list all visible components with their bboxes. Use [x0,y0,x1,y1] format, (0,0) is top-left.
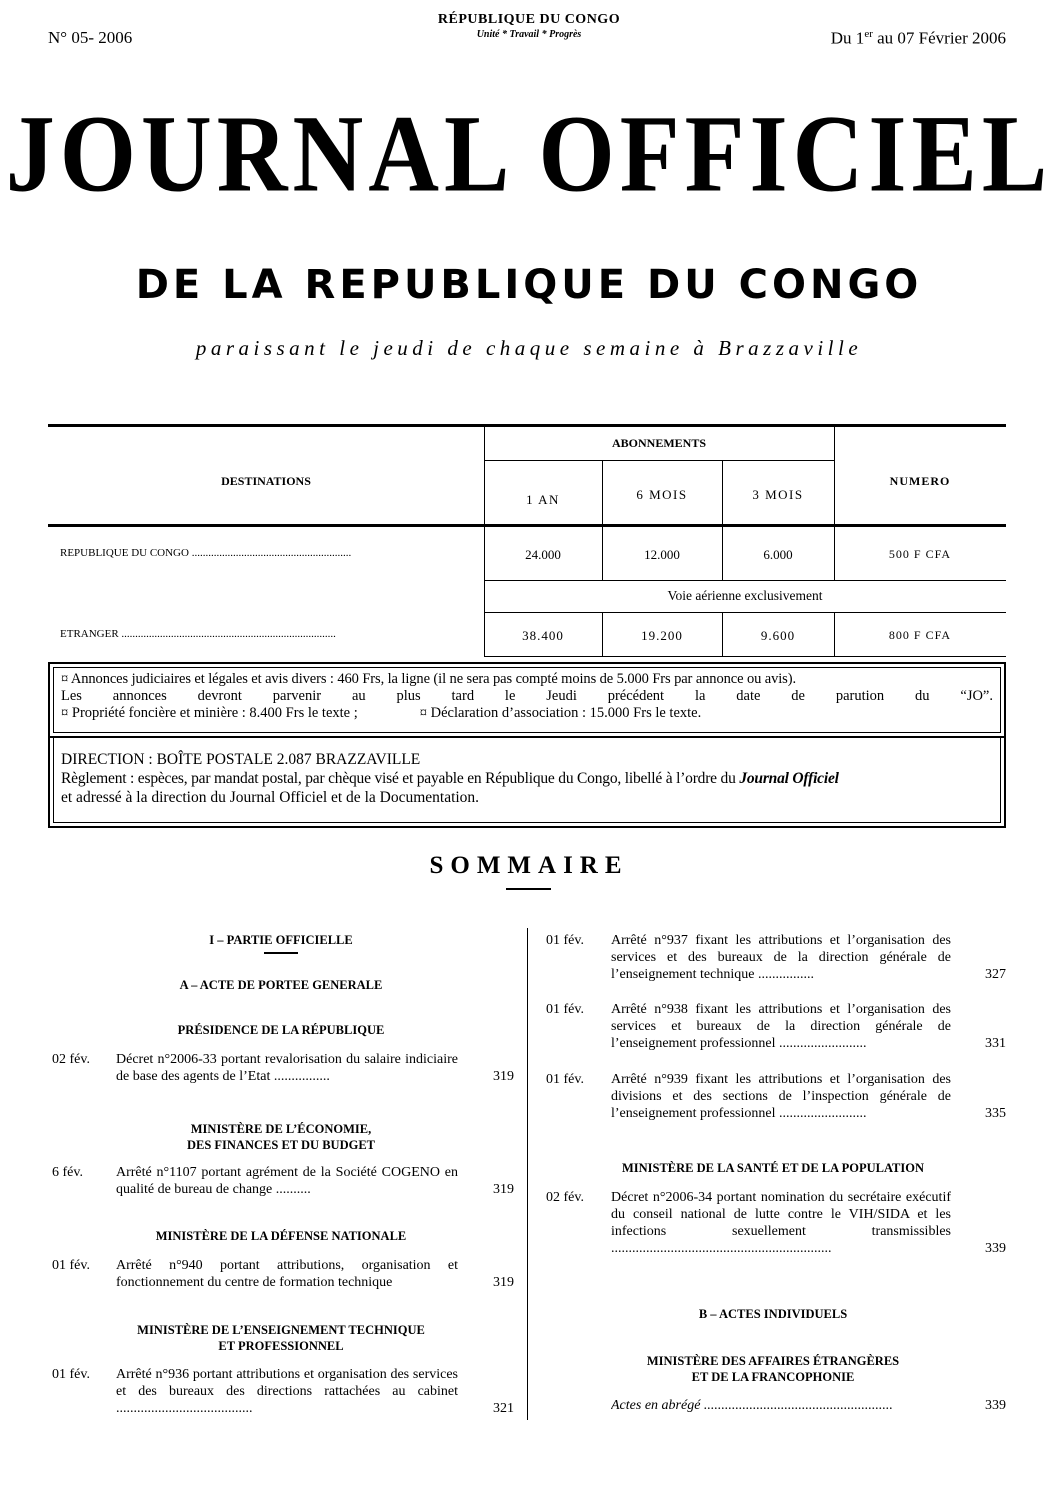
entry-text: Arrêté n°937 fixant les attributions et l’organisation des services et des bureaux de la direction générale de l’enseignement technique ................ [611,933,951,982]
entry-text: Arrêté n°1107 portant agrément de la Société COGENO en qualité de bureau de change .......... [116,1165,458,1197]
entry-text: Actes en abrégé ...................................................... [611,1398,893,1413]
direction-inner [53,737,1001,823]
table-bottom-rule [484,656,1006,657]
section-affaires-etrangeres-1: MINISTÈRE DES AFFAIRES ÉTRANGÈRES [646,1354,900,1368]
list-item [546,1397,1006,1417]
entry-date: 01 fév. [546,1072,584,1087]
direction-payment [61,769,993,788]
row-etranger-numero: 800 F CFA [888,628,952,642]
part-officielle-heading: I – PARTIE OFFICIELLE [209,933,353,947]
journal-tagline: paraissant le jeudi de chaque semaine à Brazzaville [195,336,863,360]
row-congo-3mois: 6.000 [763,547,793,562]
list-item [52,1051,514,1091]
entry-page: 335 [985,1106,1006,1121]
row-etranger-3mois: 9.600 [760,628,796,643]
notice-line-1: ¤ Annonces judiciaires et légales et avis divers : 460 Frs, la ligne (il ne sera pas compté moins de 5.000 Frs par annonce ou avis). [61,671,796,687]
entry-page: 327 [985,967,1006,982]
list-item [546,1189,1006,1261]
list-item [546,1001,1006,1057]
entry-text: Arrêté n°940 portant attributions, organisation et fonctionnement du centre de formation technique [116,1258,458,1290]
row-congo-numero: 500 F CFA [888,547,952,561]
direction-line3: et adressé à la direction du Journal Officiel et de la Documentation. [61,789,480,806]
section-sante: MINISTÈRE DE LA SANTÉ ET DE LA POPULATION [621,1161,925,1175]
entry-page: 339 [985,1241,1006,1256]
issue-date-suffix: au 07 Février 2006 [872,28,1006,48]
list-item [52,1257,514,1297]
entry-date: 02 fév. [546,1190,584,1205]
actes-individuels-heading: B – ACTES INDIVIDUELS [698,1307,848,1321]
section-defense: MINISTÈRE DE LA DÉFENSE NATIONALE [155,1229,407,1243]
entry-date: 01 fév. [52,1258,90,1273]
table-air-rule [484,612,1006,613]
entry-text: Arrêté n°936 portant attributions et organisation des services et des bureaux des directions rattachées au cabinet ....................................... [116,1367,458,1416]
period-3-mois: 3 MOIS [752,487,804,502]
row-etranger-6mois: 19.200 [641,628,683,643]
row-etranger-destination: ETRANGER .............................................................................. [60,628,336,640]
section-enseignement-1: MINISTÈRE DE L’ENSEIGNEMENT TECHNIQUE [137,1323,425,1337]
national-motto: Unité * Travail * Progrès [476,29,582,40]
journal-subtitle: DE LA REPUBLIQUE DU CONGO [135,262,923,308]
subscription-table [48,424,1006,658]
entry-date: 01 fév. [546,933,584,948]
notices-box [48,662,1006,738]
row-congo-1an: 24.000 [525,547,561,562]
payment-text: Règlement : espèces, par mandat postal, par chèque visé et payable en République du Congo, libellé à l’ordre du [61,770,740,787]
issue-date-sup: er [864,28,873,40]
sommaire-title: SOMMAIRE [429,852,629,879]
issue-date [831,28,1006,49]
notice-line-2: Les annonces devront parvenir au plus tard le Jeudi précédent la date de parution du “JO”. [61,688,993,704]
acte-portee-generale-heading: A – ACTE DE PORTEE GENERALE [179,978,383,992]
direction-box [48,734,1006,828]
numero-header: NUMERO [889,474,951,488]
section-economie-2: DES FINANCES ET DU BUDGET [186,1138,375,1152]
entry-text: Décret n°2006-33 portant revalorisation du salaire indiciaire de base des agents de l’Etat ................ [116,1052,458,1084]
entry-page: 319 [493,1069,514,1084]
air-mail-note: Voie aérienne exclusivement [667,588,823,603]
abonnements-header: ABONNEMENTS [611,436,706,450]
period-6-mois: 6 MOIS [636,487,688,502]
list-item [52,1366,514,1422]
issue-date-prefix: Du 1 [830,28,865,48]
section-economie-1: MINISTÈRE DE L’ÉCONOMIE, [190,1122,372,1136]
sommaire-rule [506,888,551,890]
entry-date: 01 fév. [52,1367,90,1382]
table-vrule-1 [484,424,485,657]
row-congo-destination: REPUBLIQUE DU CONGO .......................................................... [60,547,352,559]
journal-title: JOURNAL OFFICIEL [5,94,1053,216]
section-enseignement-2: ET PROFESSIONNEL [218,1339,344,1353]
section-presidence: PRÉSIDENCE DE LA RÉPUBLIQUE [177,1023,385,1037]
entry-text: Décret n°2006-34 portant nomination du secrétaire exécutif du conseil national de lutte contre le VIH/SIDA et les infections sexuellement transmissibles ............................................................... [611,1190,951,1256]
notice-propriete: ¤ Propriété foncière et minière : 8.400 Frs le texte ; [61,705,358,721]
entry-page: 339 [985,1398,1006,1413]
payment-journal-name: Journal Officiel [739,770,839,787]
entry-page: 331 [985,1036,1006,1051]
entry-page: 319 [493,1182,514,1197]
entry-page: 321 [493,1401,514,1416]
notice-line-3 [61,705,993,722]
entry-date: 02 fév. [52,1052,90,1067]
entry-date: 6 fév. [52,1165,83,1180]
entry-date: 01 fév. [546,1002,584,1017]
table-top-rule [48,424,1006,427]
issue-number: N° 05- 2006 [48,28,133,47]
table-abonnements-rule [484,460,834,461]
period-1-an: 1 AN [526,492,560,507]
section-affaires-etrangeres-2: ET DE LA FRANCOPHONIE [691,1370,855,1384]
list-item [52,1164,514,1204]
republic-name: RÉPUBLIQUE DU CONGO [437,12,621,27]
entry-text: Arrêté n°939 fixant les attributions et l’organisation des divisions et des sections de l’inspection générale de l’enseignement professionnel ......................... [611,1072,951,1121]
destinations-header: DESTINATIONS [221,474,311,488]
list-item [546,1071,1006,1127]
direction-address: DIRECTION : BOÎTE POSTALE 2.087 BRAZZAVILLE [61,751,421,768]
column-divider [527,928,528,1420]
row-etranger-1an: 38.400 [522,628,564,643]
table-row1-rule [484,580,1006,581]
notices-inner [53,667,1001,733]
table-header-rule [48,524,1006,527]
list-item [546,932,1006,988]
row-congo-6mois: 12.000 [644,547,680,562]
entry-text: Arrêté n°938 fixant les attributions et l’organisation des services et bureaux de la direction générale de l’enseignement professionnel ......................... [611,1002,951,1051]
entry-page: 319 [493,1275,514,1290]
part-rule [264,952,298,954]
notice-declaration: ¤ Déclaration d’association : 15.000 Frs le texte. [419,705,702,721]
